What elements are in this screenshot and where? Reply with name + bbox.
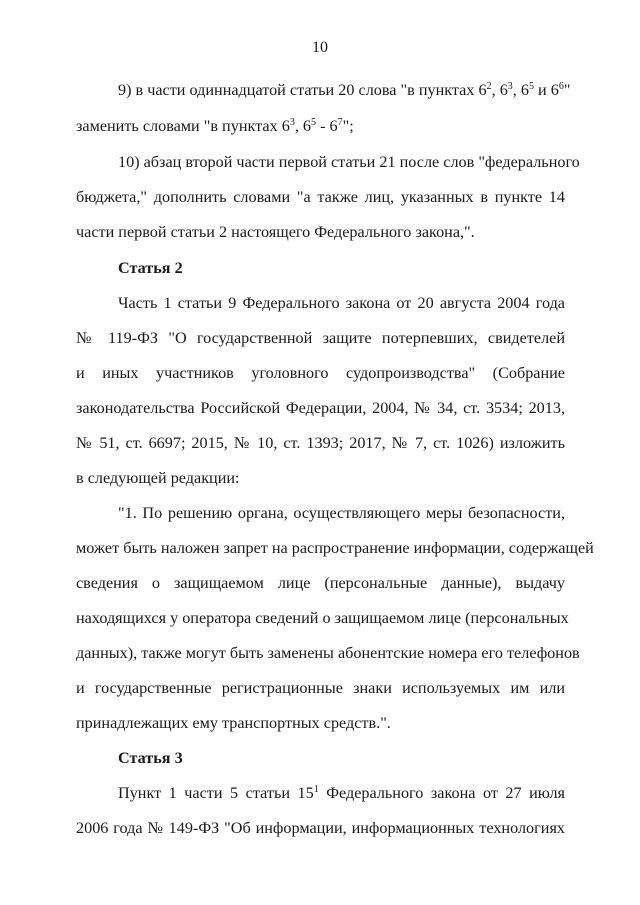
item10-line1: 10) абзац второй части первой статьи 21 после слов "федерального <box>118 153 580 171</box>
article2-p2-line1: "1. По решению органа, осуществляющего меры безопасности, <box>118 504 565 522</box>
superscript: 2 <box>486 81 492 92</box>
article2-p1-line6: в следующей редакции: <box>76 469 240 487</box>
superscript: 3 <box>289 117 295 128</box>
item10-line2: бюджета," дополнить словами "а также лиц, указанных в пункте 14 <box>76 188 565 206</box>
item10-line3: части первой статьи 2 настоящего Федерального закона,". <box>76 223 475 241</box>
page-number: 10 <box>312 39 328 56</box>
article2-p2-line3: сведения о защищаемом лице (персональные данные), выдачу <box>76 574 565 592</box>
article2-p1-line4: законодательства Российской Федерации, 2004, № 34, ст. 3534; 2013, <box>76 399 565 417</box>
superscript: 5 <box>528 81 534 92</box>
article2-p2-line5: данных), также могут быть заменены абонентские номера его телефонов <box>76 644 580 662</box>
text-segment: , 6 <box>512 81 529 99</box>
text-segment: Федерального закона от 27 июля <box>318 784 565 802</box>
text-segment: , 6 <box>491 81 508 99</box>
article2-p1-line2: № 119-ФЗ "О государственной защите потерпевших, свидетелей <box>76 329 565 347</box>
article3-heading: Статья 3 <box>118 749 183 767</box>
text-segment: заменить словами "в пунктах 6 <box>76 117 290 135</box>
superscript: 1 <box>313 784 319 795</box>
text-segment: - 6 <box>316 117 338 135</box>
article2-p1-line5: № 51, ст. 6697; 2015, № 10, ст. 1393; 2017, № 7, ст. 1026) изложить <box>76 434 565 452</box>
text-segment: " <box>563 81 571 99</box>
text-segment: "; <box>342 117 354 135</box>
superscript: 3 <box>507 81 513 92</box>
article2-heading: Статья 2 <box>118 259 183 277</box>
article3-p1-line1 <box>118 783 565 803</box>
article3-p1-line2: 2006 года № 149-ФЗ "Об информации, информационных технологиях <box>76 819 565 837</box>
superscript: 7 <box>337 117 343 128</box>
superscript: 6 <box>558 81 564 92</box>
article2-p2-line4: находящихся у оператора сведений о защищаемом лице (персональных <box>76 609 569 627</box>
article2-p2-line7: принадлежащих ему транспортных средств.". <box>76 714 391 732</box>
article2-p2-line6: и государственные регистрационные знаки используемых им или <box>76 679 565 697</box>
item9-line2 <box>76 116 354 136</box>
article2-p2-line2: может быть наложен запрет на распространение информации, содержащей <box>76 539 594 557</box>
text-segment: 9) в части одиннадцатой статьи 20 слова "в пунктах 6 <box>118 81 487 99</box>
article2-p1-line1: Часть 1 статьи 9 Федерального закона от 20 августа 2004 года <box>118 294 565 312</box>
text-segment: и 6 <box>533 81 559 99</box>
superscript: 5 <box>311 117 317 128</box>
text-segment: Пункт 1 части 5 статьи 15 <box>118 784 314 802</box>
item9-line1 <box>118 80 570 100</box>
text-segment: , 6 <box>294 117 312 135</box>
article2-p1-line3: и иных участников уголовного судопроизводства" (Собрание <box>76 364 565 382</box>
